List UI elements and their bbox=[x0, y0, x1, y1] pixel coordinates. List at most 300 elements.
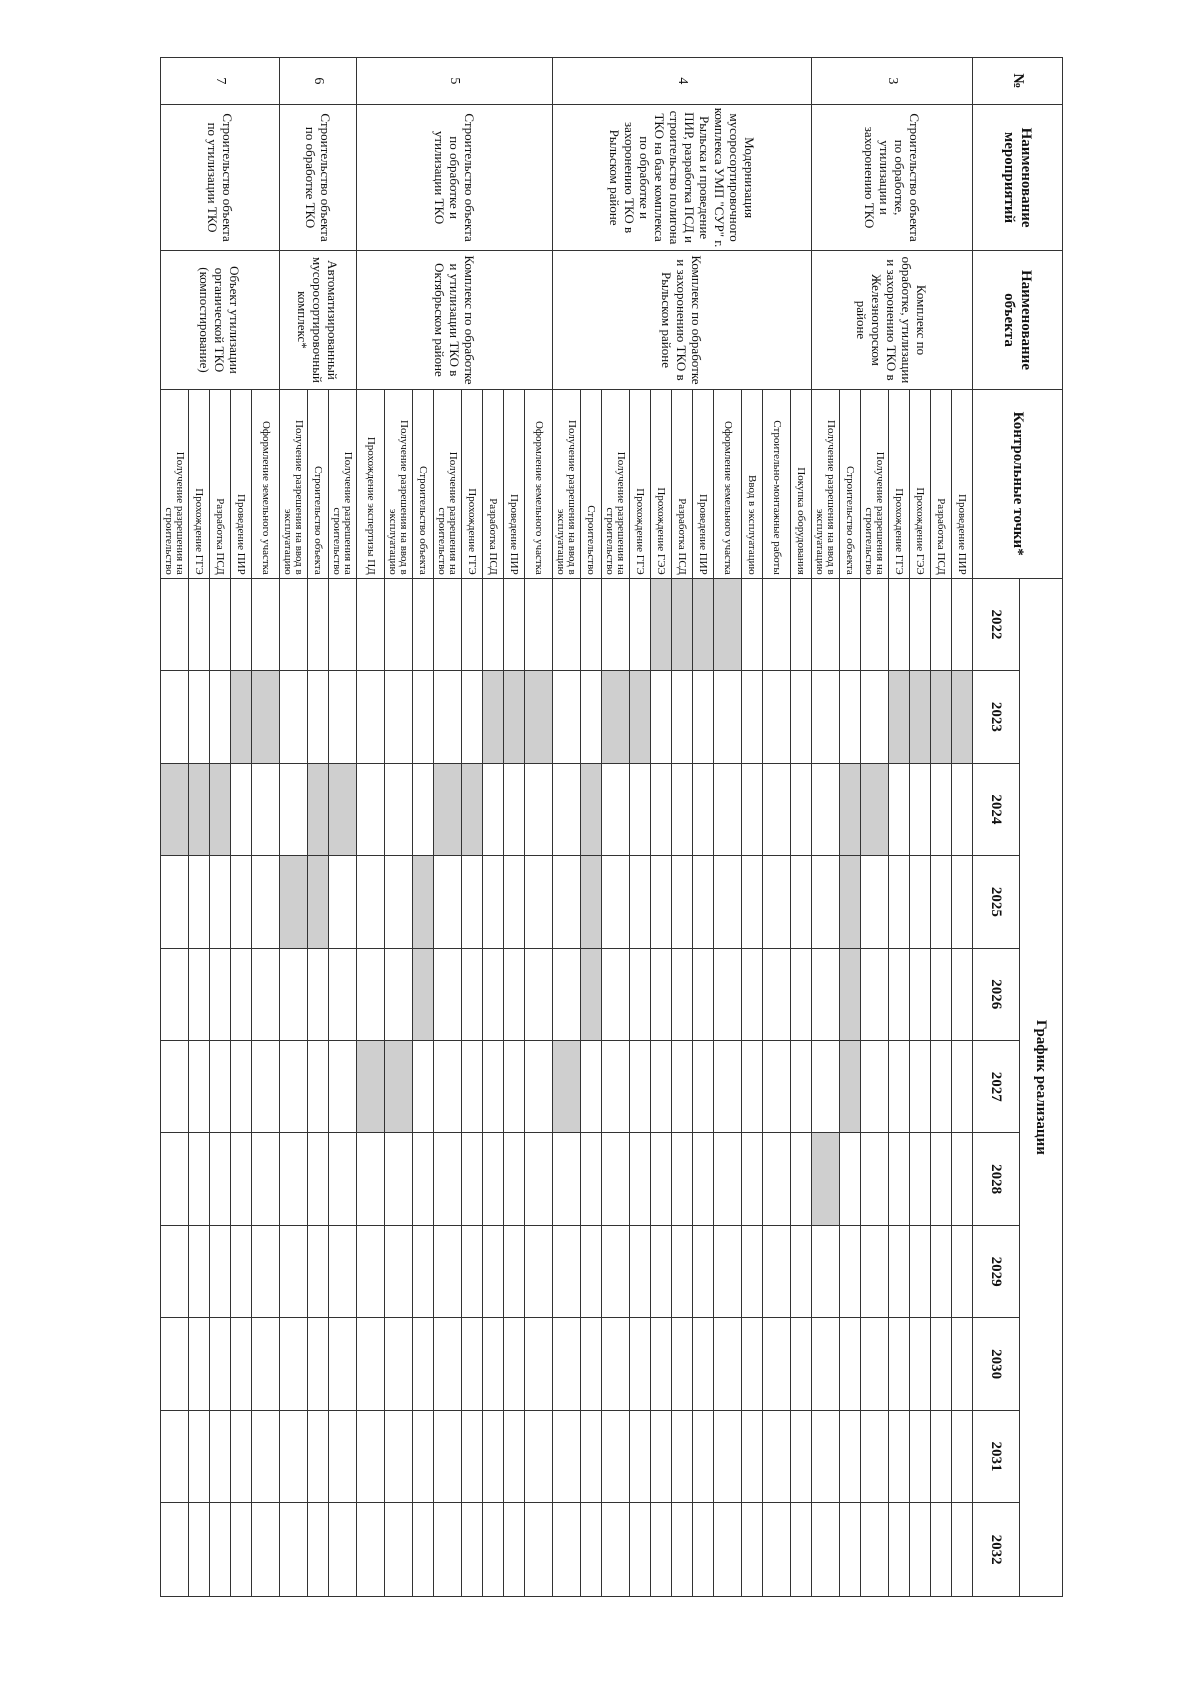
schedule-cell bbox=[763, 578, 791, 670]
schedule-cell bbox=[742, 763, 763, 855]
object-name: Комплекс по обработке и захоронению ТКО в Рыльском районе bbox=[553, 251, 812, 389]
schedule-cell bbox=[812, 1225, 840, 1317]
schedule-cell bbox=[602, 1503, 630, 1597]
schedule-cell bbox=[889, 1410, 910, 1502]
checkpoint-label: Проведение ПИР bbox=[504, 389, 525, 578]
schedule-cell bbox=[861, 856, 889, 948]
schedule-cell-active bbox=[889, 671, 910, 763]
year-header: 2026 bbox=[973, 948, 1020, 1040]
schedule-cell bbox=[931, 1133, 952, 1225]
schedule-cell bbox=[812, 856, 840, 948]
schedule-cell-active bbox=[161, 763, 189, 855]
schedule-cell bbox=[693, 1318, 714, 1410]
schedule-cell bbox=[651, 671, 672, 763]
schedule-cell bbox=[861, 1503, 889, 1597]
schedule-cell bbox=[280, 763, 308, 855]
schedule-cell bbox=[252, 763, 280, 855]
schedule-cell bbox=[812, 1503, 840, 1597]
schedule-cell bbox=[791, 671, 812, 763]
schedule-cell bbox=[931, 1225, 952, 1317]
schedule-cell bbox=[672, 671, 693, 763]
schedule-cell bbox=[889, 856, 910, 948]
schedule-cell bbox=[504, 1225, 525, 1317]
schedule-cell bbox=[308, 1133, 329, 1225]
schedule-cell bbox=[553, 948, 581, 1040]
schedule-cell bbox=[413, 578, 434, 670]
year-header: 2028 bbox=[973, 1133, 1020, 1225]
schedule-cell bbox=[672, 1410, 693, 1502]
row-number: 7 bbox=[161, 58, 280, 105]
schedule-cell bbox=[189, 578, 210, 670]
schedule-cell bbox=[483, 763, 504, 855]
schedule-cell bbox=[525, 1503, 553, 1597]
schedule-cell bbox=[714, 1041, 742, 1133]
schedule-cell-active bbox=[385, 1041, 413, 1133]
schedule-cell bbox=[791, 1225, 812, 1317]
schedule-cell bbox=[763, 1318, 791, 1410]
schedule-cell bbox=[840, 1133, 861, 1225]
schedule-cell bbox=[952, 1503, 973, 1597]
schedule-cell bbox=[931, 1041, 952, 1133]
schedule-cell bbox=[791, 1133, 812, 1225]
schedule-cell bbox=[553, 671, 581, 763]
schedule-cell bbox=[812, 763, 840, 855]
checkpoint-label: Прохождение ГЭЭ bbox=[651, 389, 672, 578]
schedule-cell bbox=[630, 578, 651, 670]
year-header: 2024 bbox=[973, 763, 1020, 855]
schedule-cell bbox=[791, 1503, 812, 1597]
schedule-cell bbox=[630, 856, 651, 948]
schedule-cell bbox=[525, 1410, 553, 1502]
schedule-cell bbox=[812, 1410, 840, 1502]
schedule-cell-active bbox=[434, 763, 462, 855]
schedule-cell-active bbox=[931, 671, 952, 763]
schedule-cell bbox=[280, 948, 308, 1040]
schedule-cell bbox=[952, 763, 973, 855]
schedule-cell bbox=[861, 578, 889, 670]
schedule-cell bbox=[651, 948, 672, 1040]
schedule-cell bbox=[483, 1133, 504, 1225]
schedule-cell bbox=[840, 1225, 861, 1317]
schedule-cell bbox=[189, 1318, 210, 1410]
schedule-cell bbox=[462, 1318, 483, 1410]
schedule-cell bbox=[791, 1318, 812, 1410]
schedule-cell bbox=[952, 1041, 973, 1133]
schedule-cell bbox=[581, 1041, 602, 1133]
schedule-cell bbox=[525, 948, 553, 1040]
schedule-cell bbox=[434, 1410, 462, 1502]
checkpoint-label: Прохождение ГГЭ bbox=[889, 389, 910, 578]
schedule-cell bbox=[308, 1318, 329, 1410]
schedule-cell bbox=[602, 1133, 630, 1225]
schedule-cell bbox=[161, 948, 189, 1040]
schedule-cell bbox=[210, 948, 231, 1040]
schedule-cell bbox=[483, 1225, 504, 1317]
schedule-cell bbox=[161, 1041, 189, 1133]
schedule-cell bbox=[742, 948, 763, 1040]
schedule-cell bbox=[413, 1041, 434, 1133]
schedule-cell bbox=[742, 856, 763, 948]
checkpoint-label: Покупка оборудования bbox=[791, 389, 812, 578]
schedule-cell bbox=[553, 1318, 581, 1410]
schedule-cell bbox=[329, 856, 357, 948]
schedule-cell bbox=[651, 1041, 672, 1133]
checkpoint-label: Строительство bbox=[581, 389, 602, 578]
schedule-cell bbox=[385, 1133, 413, 1225]
schedule-cell bbox=[434, 1503, 462, 1597]
schedule-cell bbox=[252, 1041, 280, 1133]
schedule-cell bbox=[161, 671, 189, 763]
schedule-cell-active bbox=[413, 856, 434, 948]
schedule-cell bbox=[910, 578, 931, 670]
schedule-cell bbox=[189, 1225, 210, 1317]
checkpoint-label: Получение разрешения на ввод в эксплуатацию bbox=[385, 389, 413, 578]
schedule-cell bbox=[483, 1410, 504, 1502]
schedule-cell bbox=[329, 1133, 357, 1225]
object-name: Автоматизированный мусоросортировочный комплекс* bbox=[280, 251, 357, 389]
schedule-cell bbox=[231, 1410, 252, 1502]
activity-name: Строительство объекта по обработке, утилизации и захоронению ТКО bbox=[812, 104, 973, 251]
year-header: 2027 bbox=[973, 1041, 1020, 1133]
schedule-cell bbox=[413, 1318, 434, 1410]
checkpoint-label: Прохождение ГГЭ bbox=[189, 389, 210, 578]
table-body bbox=[161, 58, 973, 1597]
activity-name: Строительство объекта по обработке ТКО bbox=[280, 104, 357, 251]
schedule-cell bbox=[910, 1410, 931, 1502]
schedule-cell bbox=[280, 1225, 308, 1317]
checkpoint-label: Оформление земельного участка bbox=[252, 389, 280, 578]
schedule-cell bbox=[385, 1225, 413, 1317]
schedule-cell bbox=[630, 763, 651, 855]
schedule-cell bbox=[525, 578, 553, 670]
schedule-cell bbox=[742, 1041, 763, 1133]
schedule-cell bbox=[889, 1503, 910, 1597]
schedule-cell bbox=[672, 1318, 693, 1410]
schedule-cell bbox=[210, 1318, 231, 1410]
schedule-cell bbox=[280, 1133, 308, 1225]
schedule-cell bbox=[910, 1133, 931, 1225]
checkpoint-label: Получение разрешения на ввод в эксплуатацию bbox=[812, 389, 840, 578]
table-row bbox=[525, 58, 553, 1597]
schedule-cell bbox=[210, 671, 231, 763]
schedule-cell bbox=[553, 1410, 581, 1502]
schedule-cell-active bbox=[840, 948, 861, 1040]
schedule-cell bbox=[840, 1410, 861, 1502]
schedule-cell-active bbox=[812, 1133, 840, 1225]
header-activity: Наименование мероприятий bbox=[973, 104, 1063, 251]
schedule-cell-active bbox=[329, 763, 357, 855]
schedule-cell bbox=[504, 1133, 525, 1225]
schedule-cell bbox=[483, 1318, 504, 1410]
schedule-cell bbox=[861, 1318, 889, 1410]
schedule-cell bbox=[952, 1318, 973, 1410]
schedule-cell bbox=[763, 1503, 791, 1597]
schedule-cell bbox=[812, 1318, 840, 1410]
schedule-cell bbox=[693, 948, 714, 1040]
schedule-cell-active bbox=[672, 578, 693, 670]
schedule-cell bbox=[161, 856, 189, 948]
checkpoint-label: Строительство объекта bbox=[840, 389, 861, 578]
schedule-cell bbox=[763, 1133, 791, 1225]
schedule-cell bbox=[763, 1225, 791, 1317]
year-header: 2032 bbox=[973, 1503, 1020, 1597]
schedule-cell bbox=[161, 1410, 189, 1502]
schedule-cell bbox=[231, 948, 252, 1040]
schedule-cell bbox=[385, 1318, 413, 1410]
schedule-cell bbox=[525, 763, 553, 855]
header-object: Наименование объекта bbox=[973, 251, 1063, 389]
schedule-cell bbox=[651, 1225, 672, 1317]
schedule-cell bbox=[553, 1225, 581, 1317]
schedule-cell bbox=[651, 856, 672, 948]
schedule-cell bbox=[889, 1133, 910, 1225]
schedule-cell bbox=[931, 1410, 952, 1502]
schedule-cell bbox=[504, 1410, 525, 1502]
schedule-cell bbox=[931, 1318, 952, 1410]
schedule-cell bbox=[329, 1503, 357, 1597]
schedule-cell bbox=[931, 763, 952, 855]
schedule-cell bbox=[602, 948, 630, 1040]
schedule-cell bbox=[525, 1041, 553, 1133]
schedule-cell-active bbox=[525, 671, 553, 763]
schedule-cell bbox=[308, 1041, 329, 1133]
schedule-cell bbox=[651, 1133, 672, 1225]
checkpoint-label: Прохождение ГГЭ bbox=[462, 389, 483, 578]
schedule-cell-active bbox=[581, 948, 602, 1040]
schedule-cell bbox=[329, 1225, 357, 1317]
schedule-cell bbox=[840, 671, 861, 763]
schedule-cell bbox=[161, 1225, 189, 1317]
schedule-cell bbox=[161, 1503, 189, 1597]
schedule-cell bbox=[252, 1225, 280, 1317]
schedule-cell bbox=[889, 578, 910, 670]
schedule-cell bbox=[630, 1133, 651, 1225]
schedule-cell bbox=[210, 1503, 231, 1597]
schedule-cell bbox=[357, 856, 385, 948]
schedule-cell bbox=[791, 948, 812, 1040]
schedule-cell bbox=[931, 948, 952, 1040]
schedule-cell bbox=[861, 1133, 889, 1225]
schedule-cell bbox=[840, 578, 861, 670]
schedule-cell-active bbox=[840, 763, 861, 855]
schedule-cell bbox=[462, 1410, 483, 1502]
object-name: Объект утилизации органической ТКО (компостирование) bbox=[161, 251, 280, 389]
schedule-cell bbox=[504, 578, 525, 670]
schedule-cell bbox=[763, 856, 791, 948]
schedule-cell bbox=[861, 1225, 889, 1317]
schedule-cell-active bbox=[840, 1041, 861, 1133]
schedule-cell bbox=[434, 856, 462, 948]
schedule-cell bbox=[812, 1041, 840, 1133]
schedule-cell bbox=[672, 948, 693, 1040]
schedule-cell bbox=[931, 1503, 952, 1597]
schedule-cell bbox=[525, 1318, 553, 1410]
schedule-cell bbox=[763, 671, 791, 763]
schedule-cell bbox=[231, 578, 252, 670]
schedule-cell bbox=[462, 1041, 483, 1133]
schedule-cell bbox=[581, 1225, 602, 1317]
schedule-cell bbox=[602, 1041, 630, 1133]
schedule-cell bbox=[693, 1225, 714, 1317]
schedule-cell bbox=[714, 856, 742, 948]
schedule-cell bbox=[581, 578, 602, 670]
schedule-cell-active bbox=[651, 578, 672, 670]
schedule-cell bbox=[672, 1225, 693, 1317]
schedule-cell bbox=[630, 1318, 651, 1410]
schedule-cell bbox=[385, 578, 413, 670]
schedule-cell-active bbox=[840, 856, 861, 948]
schedule-cell bbox=[308, 1410, 329, 1502]
schedule-cell bbox=[308, 1503, 329, 1597]
schedule-cell bbox=[210, 1225, 231, 1317]
schedule-cell bbox=[581, 1410, 602, 1502]
schedule-cell bbox=[910, 856, 931, 948]
object-name: Комплекс по обработке и утилизации ТКО в Октябрьском районе bbox=[357, 251, 553, 389]
schedule-cell bbox=[434, 1318, 462, 1410]
schedule-cell-active bbox=[714, 578, 742, 670]
schedule-cell bbox=[602, 856, 630, 948]
schedule-cell bbox=[791, 1041, 812, 1133]
schedule-cell bbox=[742, 1410, 763, 1502]
schedule-cell bbox=[483, 1503, 504, 1597]
schedule-cell bbox=[602, 1318, 630, 1410]
schedule-cell bbox=[357, 671, 385, 763]
row-number: 6 bbox=[280, 58, 357, 105]
schedule-cell bbox=[581, 671, 602, 763]
schedule-cell bbox=[413, 671, 434, 763]
schedule-cell bbox=[413, 1225, 434, 1317]
schedule-cell bbox=[189, 948, 210, 1040]
checkpoint-label: Разработка ПСД bbox=[483, 389, 504, 578]
schedule-cell bbox=[553, 856, 581, 948]
schedule-cell bbox=[672, 763, 693, 855]
schedule-cell bbox=[812, 578, 840, 670]
table-row bbox=[952, 58, 973, 1597]
schedule-cell bbox=[413, 763, 434, 855]
schedule-cell bbox=[693, 1410, 714, 1502]
schedule-cell bbox=[525, 856, 553, 948]
schedule-cell bbox=[161, 578, 189, 670]
schedule-cell bbox=[434, 671, 462, 763]
schedule-cell bbox=[385, 671, 413, 763]
schedule-cell bbox=[413, 1503, 434, 1597]
header-checkpoints: Контрольные точки* bbox=[973, 389, 1063, 578]
checkpoint-label: Получение разрешения на строительство bbox=[329, 389, 357, 578]
schedule-cell bbox=[714, 763, 742, 855]
schedule-cell bbox=[357, 578, 385, 670]
row-number: 3 bbox=[812, 58, 973, 105]
schedule-cell bbox=[357, 1225, 385, 1317]
schedule-cell bbox=[252, 948, 280, 1040]
schedule-cell-active bbox=[910, 671, 931, 763]
schedule-cell bbox=[840, 1503, 861, 1597]
schedule-cell-active bbox=[581, 763, 602, 855]
schedule-cell bbox=[483, 578, 504, 670]
schedule-cell bbox=[889, 763, 910, 855]
schedule-cell bbox=[602, 763, 630, 855]
schedule-cell bbox=[581, 1318, 602, 1410]
schedule-cell bbox=[714, 1410, 742, 1502]
schedule-cell bbox=[385, 1410, 413, 1502]
implementation-schedule-table bbox=[160, 57, 1063, 1597]
schedule-cell bbox=[231, 1318, 252, 1410]
schedule-cell bbox=[693, 763, 714, 855]
table-row bbox=[329, 58, 357, 1597]
schedule-cell-active bbox=[952, 671, 973, 763]
schedule-cell bbox=[791, 578, 812, 670]
checkpoint-label: Строительно-монтажные работы bbox=[763, 389, 791, 578]
schedule-cell-active bbox=[504, 671, 525, 763]
schedule-cell bbox=[952, 948, 973, 1040]
schedule-cell bbox=[504, 1503, 525, 1597]
schedule-cell bbox=[280, 1041, 308, 1133]
schedule-cell-active bbox=[210, 763, 231, 855]
checkpoint-label: Получение разрешения на ввод в эксплуатацию bbox=[280, 389, 308, 578]
schedule-cell bbox=[413, 1133, 434, 1225]
schedule-cell bbox=[252, 856, 280, 948]
schedule-cell bbox=[651, 1503, 672, 1597]
schedule-cell bbox=[791, 763, 812, 855]
schedule-cell-active bbox=[553, 1041, 581, 1133]
schedule-cell bbox=[553, 763, 581, 855]
schedule-cell bbox=[357, 763, 385, 855]
checkpoint-label: Получение разрешения на строительство bbox=[602, 389, 630, 578]
schedule-cell bbox=[280, 1503, 308, 1597]
schedule-cell bbox=[189, 1041, 210, 1133]
schedule-cell bbox=[742, 578, 763, 670]
schedule-cell bbox=[861, 671, 889, 763]
schedule-cell-active bbox=[693, 578, 714, 670]
schedule-cell bbox=[714, 1318, 742, 1410]
schedule-cell bbox=[630, 1410, 651, 1502]
schedule-cell bbox=[434, 1041, 462, 1133]
schedule-cell-active bbox=[231, 671, 252, 763]
schedule-cell bbox=[189, 856, 210, 948]
schedule-cell bbox=[714, 1225, 742, 1317]
year-header: 2022 bbox=[973, 578, 1020, 670]
schedule-cell bbox=[553, 578, 581, 670]
schedule-cell bbox=[189, 1503, 210, 1597]
schedule-cell bbox=[357, 1503, 385, 1597]
schedule-cell bbox=[889, 1041, 910, 1133]
schedule-cell bbox=[308, 1225, 329, 1317]
schedule-cell bbox=[385, 948, 413, 1040]
schedule-cell bbox=[385, 1503, 413, 1597]
schedule-cell bbox=[308, 671, 329, 763]
schedule-cell bbox=[693, 671, 714, 763]
schedule-cell-active bbox=[280, 856, 308, 948]
schedule-cell bbox=[252, 1410, 280, 1502]
schedule-cell bbox=[889, 948, 910, 1040]
schedule-cell bbox=[462, 1503, 483, 1597]
schedule-cell bbox=[910, 1318, 931, 1410]
schedule-cell bbox=[553, 1133, 581, 1225]
schedule-cell bbox=[581, 1133, 602, 1225]
schedule-cell-active bbox=[357, 1041, 385, 1133]
schedule-cell bbox=[308, 578, 329, 670]
table-row bbox=[252, 58, 280, 1597]
checkpoint-label: Прохождение экспертизы ПД bbox=[357, 389, 385, 578]
schedule-cell bbox=[791, 1410, 812, 1502]
schedule-cell bbox=[861, 1041, 889, 1133]
schedule-cell bbox=[280, 671, 308, 763]
schedule-cell bbox=[763, 763, 791, 855]
schedule-cell bbox=[602, 578, 630, 670]
checkpoint-label: Оформление земельного участка bbox=[525, 389, 553, 578]
schedule-cell bbox=[413, 1410, 434, 1502]
schedule-cell bbox=[952, 1133, 973, 1225]
schedule-cell bbox=[714, 1133, 742, 1225]
